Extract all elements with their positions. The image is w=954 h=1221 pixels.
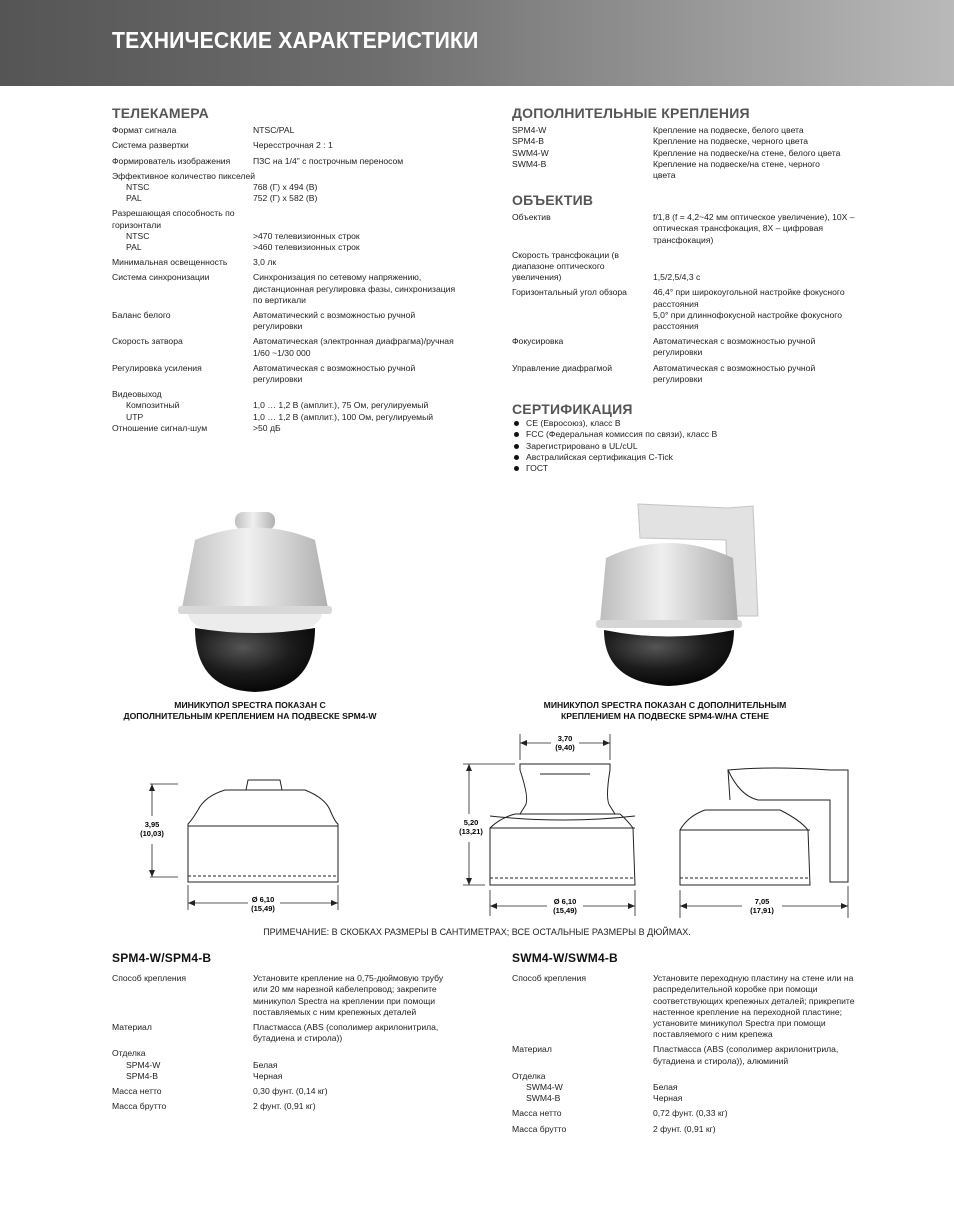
spec-value: 0,72 фунт. (0,33 кг) bbox=[653, 1108, 728, 1119]
spec-row bbox=[512, 973, 862, 1040]
spec-row bbox=[112, 423, 462, 434]
dim-depth-in: 7,05 bbox=[754, 897, 770, 906]
spec-value: f/1,8 (f = 4,2~42 мм оптическое увеличение), 10X – оптическая трансфокация, 8X – цифровая трансфокация) bbox=[653, 212, 855, 245]
mount-desc: Крепление на подвеске/на стене, черного цвета bbox=[653, 158, 820, 181]
spec-row bbox=[112, 310, 462, 332]
spec-value: 46,4° при широкоугольной настройке фокусного расстояния bbox=[653, 287, 845, 309]
mount-desc: Крепление на подвеске, белого цвета bbox=[653, 125, 804, 136]
cert-title: СЕРТИФИКАЦИЯ bbox=[512, 401, 633, 417]
dim-width-cm: (9,40) bbox=[555, 743, 575, 752]
spec-label: Масса нетто bbox=[512, 1108, 562, 1119]
spec-value: 2 фунт. (0,91 кг) bbox=[653, 1123, 716, 1134]
spec-row bbox=[512, 1044, 862, 1066]
spec-value: Черная bbox=[653, 1093, 683, 1104]
spec-label: Объектив bbox=[512, 212, 551, 223]
spm-section bbox=[112, 953, 462, 1116]
spec-row bbox=[112, 272, 462, 306]
spec-label: Материал bbox=[112, 1022, 152, 1033]
mount-model: SWM4-B bbox=[512, 158, 547, 169]
spec-row bbox=[512, 336, 862, 358]
spec-label: Скорость затвора bbox=[112, 336, 183, 347]
cert-item: CE (Евросоюз), класс B bbox=[512, 418, 862, 429]
dim-diameter-in: Ø 6,10 bbox=[251, 895, 275, 904]
caption-left bbox=[100, 700, 400, 722]
header-banner bbox=[0, 0, 954, 86]
mount-model: SPM4-W bbox=[512, 125, 547, 136]
spec-row bbox=[112, 257, 462, 268]
spec-value-group bbox=[653, 287, 862, 332]
dim-height-cm: (10,03) bbox=[140, 829, 164, 838]
spec-label: Минимальная освещенность bbox=[112, 257, 228, 268]
spec-label: Разрешающая способность по горизонтали bbox=[112, 208, 235, 230]
spec-label: Фокусировка bbox=[512, 336, 564, 347]
spec-label: SPM4-B bbox=[126, 1070, 158, 1081]
mount-model: SWM4-W bbox=[512, 147, 549, 158]
spec-value: Автоматическая с возможностью ручной регулировки bbox=[653, 336, 816, 358]
spec-label: Масса нетто bbox=[112, 1086, 162, 1097]
dim-diameter-cm: (15,49) bbox=[553, 906, 577, 915]
spec-value: >50 дБ bbox=[253, 422, 281, 433]
cert-item: Австралийская сертификация C-Tick bbox=[512, 452, 862, 463]
spec-row bbox=[512, 287, 862, 332]
caption-line: ДОПОЛНИТЕЛЬНЫМ КРЕПЛЕНИЕМ НА ПОДВЕСКЕ SPM4-W bbox=[123, 711, 377, 721]
camera-title: ТЕЛЕКАМЕРА bbox=[112, 105, 209, 121]
camera-section bbox=[112, 105, 462, 438]
spec-row bbox=[512, 1082, 862, 1093]
dim-depth-cm: (17,91) bbox=[750, 906, 774, 915]
dim-diameter-in: Ø 6,10 bbox=[553, 897, 577, 906]
caption-line: МИНИКУПОЛ SPECTRA ПОКАЗАН С ДОПОЛНИТЕЛЬНЫМ bbox=[543, 700, 787, 710]
spec-row bbox=[512, 1093, 862, 1104]
wall-front-dimension-drawing bbox=[455, 730, 655, 920]
spec-row bbox=[112, 193, 462, 204]
spec-label: Система развертки bbox=[112, 140, 189, 151]
spec-value: Синхронизация по сетевому напряжению, дистанционная регулировка фазы, синхронизация по вертикали bbox=[253, 272, 456, 305]
spec-label: Формат сигнала bbox=[112, 125, 177, 136]
spec-value: >470 телевизионных строк bbox=[253, 230, 360, 241]
spec-label: Способ крепления bbox=[512, 973, 587, 984]
spec-value: Чересстрочная 2 : 1 bbox=[253, 140, 333, 151]
spec-value: 1,0 … 1,2 В (амплит.), 75 Ом, регулируемый bbox=[253, 400, 429, 411]
spec-label: Отношение сигнал-шум bbox=[112, 422, 208, 433]
cert-section bbox=[512, 401, 862, 474]
dim-height-in: 3,95 bbox=[144, 820, 160, 829]
spec-label: Видеовыход bbox=[112, 389, 162, 400]
spec-value: Автоматическая с возможностью ручной регулировки bbox=[653, 362, 816, 384]
cert-item: FCC (Федеральная комиссия по связи), класс B bbox=[512, 429, 862, 440]
spec-label: UTP bbox=[126, 411, 144, 422]
mount-row bbox=[512, 148, 862, 159]
spec-row bbox=[112, 182, 462, 193]
spec-value: >460 телевизионных строк bbox=[253, 242, 360, 253]
spec-value: ПЗС на 1/4" с построчным переносом bbox=[253, 155, 404, 166]
spm-title: SPM4-W/SPM4-B bbox=[112, 951, 212, 965]
spec-label: Скорость трансфокации (в диапазоне оптического увеличения) bbox=[512, 249, 619, 283]
spec-row bbox=[112, 1071, 462, 1082]
spec-value: NTSC/PAL bbox=[253, 125, 295, 136]
spec-label: SPM4-W bbox=[126, 1059, 161, 1070]
spec-label: Масса брутто bbox=[112, 1101, 167, 1112]
spec-value: Автоматическая (электронная диафрагма)/ручная 1/60 ~1/30 000 bbox=[253, 336, 454, 358]
caption-right bbox=[505, 700, 825, 722]
mount-desc: Крепление на подвеске/на стене, белого цвета bbox=[653, 147, 841, 158]
dim-height-in: 5,20 bbox=[463, 818, 479, 827]
mount-row bbox=[512, 136, 862, 147]
wall-side-dimension-drawing bbox=[670, 760, 860, 920]
spec-row bbox=[512, 1108, 862, 1119]
dimensions-note: ПРИМЕЧАНИЕ: В СКОБКАХ РАЗМЕРЫ В САНТИМЕТРАХ; ВСЕ ОСТАЛЬНЫЕ РАЗМЕРЫ В ДЮЙМАХ. bbox=[263, 927, 691, 937]
spec-row bbox=[112, 336, 462, 358]
spec-row bbox=[112, 156, 462, 167]
spec-row bbox=[512, 363, 862, 385]
spec-row bbox=[112, 363, 462, 385]
spec-value: Пластмасса (ABS (сополимер акрилонитрила, бутадиена и стирола)), алюминий bbox=[653, 1044, 839, 1066]
spec-label: Масса брутто bbox=[512, 1123, 567, 1134]
cert-list bbox=[512, 418, 862, 474]
spec-label: Эффективное количество пикселей bbox=[112, 170, 256, 181]
cert-item: ГОСТ bbox=[512, 463, 862, 474]
spec-label: Управление диафрагмой bbox=[512, 362, 613, 373]
spec-label: SWM4-W bbox=[526, 1082, 563, 1093]
spec-value: 752 (Г) x 582 (В) bbox=[253, 193, 318, 204]
dim-width-in: 3,70 bbox=[557, 734, 573, 743]
spec-value: 1,0 … 1,2 В (амплит.), 100 Ом, регулируемый bbox=[253, 411, 434, 422]
spec-value: 768 (Г) x 494 (В) bbox=[253, 182, 318, 193]
spec-label: Отделка bbox=[512, 1070, 546, 1081]
spec-value: Автоматическая с возможностью ручной регулировки bbox=[253, 362, 416, 385]
spec-value: 1,5/2,5/4,3 с bbox=[653, 271, 701, 282]
spec-label: Материал bbox=[512, 1044, 552, 1055]
spec-label: Композитный bbox=[126, 400, 180, 411]
spec-label: Формирователь изображения bbox=[112, 155, 231, 166]
mount-model: SPM4-B bbox=[512, 136, 544, 147]
spec-row bbox=[112, 231, 462, 242]
spec-value: Установите крепление на 0,75-дюймовую трубу или 20 мм нарезной кабелепровод; закрепите миникупол Spectra на креплении при помощи поставляемых с ним крепежных деталей bbox=[253, 973, 444, 1017]
spec-row bbox=[112, 1060, 462, 1071]
spec-label: Система синхронизации bbox=[112, 272, 210, 283]
cert-item: Зарегистрировано в UL/cUL bbox=[512, 441, 862, 452]
swm-section bbox=[512, 953, 862, 1139]
caption-line: КРЕПЛЕНИЕМ НА ПОДВЕСКЕ SPM4-W/НА СТЕНЕ bbox=[561, 711, 769, 721]
spec-label: Регулировка усиления bbox=[112, 362, 202, 373]
caption-line: МИНИКУПОЛ SPECTRA ПОКАЗАН С bbox=[174, 700, 326, 710]
spec-row bbox=[112, 412, 462, 423]
wall-camera-image bbox=[578, 498, 778, 688]
spec-label: Отделка bbox=[112, 1048, 146, 1059]
spec-value: 2 фунт. (0,91 кг) bbox=[253, 1101, 316, 1112]
spec-value: Белая bbox=[653, 1082, 678, 1093]
mount-row bbox=[512, 125, 862, 136]
mount-desc: Крепление на подвеске, черного цвета bbox=[653, 136, 809, 147]
spec-row bbox=[112, 1086, 462, 1097]
mounts-section bbox=[512, 105, 862, 181]
pendant-dimension-drawing bbox=[130, 770, 360, 920]
spec-label: SWM4-B bbox=[526, 1093, 561, 1104]
spec-row bbox=[112, 125, 462, 136]
spec-label: PAL bbox=[126, 193, 142, 204]
spec-row bbox=[112, 1022, 462, 1044]
pendant-camera-image bbox=[150, 500, 360, 695]
spec-label: Способ крепления bbox=[112, 973, 187, 984]
spec-label: NTSC bbox=[126, 182, 150, 193]
lens-section bbox=[512, 192, 862, 389]
spec-row bbox=[112, 400, 462, 411]
spec-value: 0,30 фунт. (0,14 кг) bbox=[253, 1086, 328, 1097]
spec-label: Баланс белого bbox=[112, 310, 171, 321]
spec-value: Белая bbox=[253, 1059, 278, 1070]
spec-label: PAL bbox=[126, 242, 142, 253]
spec-value: 5,0° при длиннофокусной настройке фокусного расстояния bbox=[653, 309, 843, 332]
spec-row bbox=[512, 250, 862, 284]
spec-row bbox=[512, 212, 862, 246]
spec-value: Автоматический с возможностью ручной регулировки bbox=[253, 310, 416, 332]
spec-value: 3,0 лк bbox=[253, 257, 277, 268]
page-title: ТЕХНИЧЕСКИЕ ХАРАКТЕРИСТИКИ bbox=[112, 27, 479, 53]
dim-height-cm: (13,21) bbox=[459, 827, 483, 836]
spec-label: Горизонтальный угол обзора bbox=[512, 287, 627, 298]
spec-row bbox=[112, 973, 462, 1018]
spec-row bbox=[112, 242, 462, 253]
dim-diameter-cm: (15,49) bbox=[251, 904, 275, 913]
spec-row bbox=[512, 1124, 862, 1135]
spec-row bbox=[112, 1101, 462, 1112]
spec-value: Установите переходную пластину на стене или на распределительной коробке при помощи соответствующих крепежных деталей; прикрепите настенное крепление на переходной пластине; установите миникупол Spectra при помощи поставляемого с ним крепежа bbox=[653, 973, 855, 1040]
lens-title: ОБЪЕКТИВ bbox=[512, 192, 594, 208]
mounts-title: ДОПОЛНИТЕЛЬНЫЕ КРЕПЛЕНИЯ bbox=[512, 105, 750, 121]
spec-label: NTSC bbox=[126, 230, 150, 241]
mount-row bbox=[512, 159, 862, 181]
spec-value: Пластмасса (ABS (сополимер акрилонитрила, бутадиена и стирола)) bbox=[253, 1022, 439, 1044]
spec-value: Черная bbox=[253, 1070, 283, 1081]
swm-title: SWM4-W/SWM4-B bbox=[512, 951, 618, 965]
spec-row bbox=[112, 140, 462, 151]
